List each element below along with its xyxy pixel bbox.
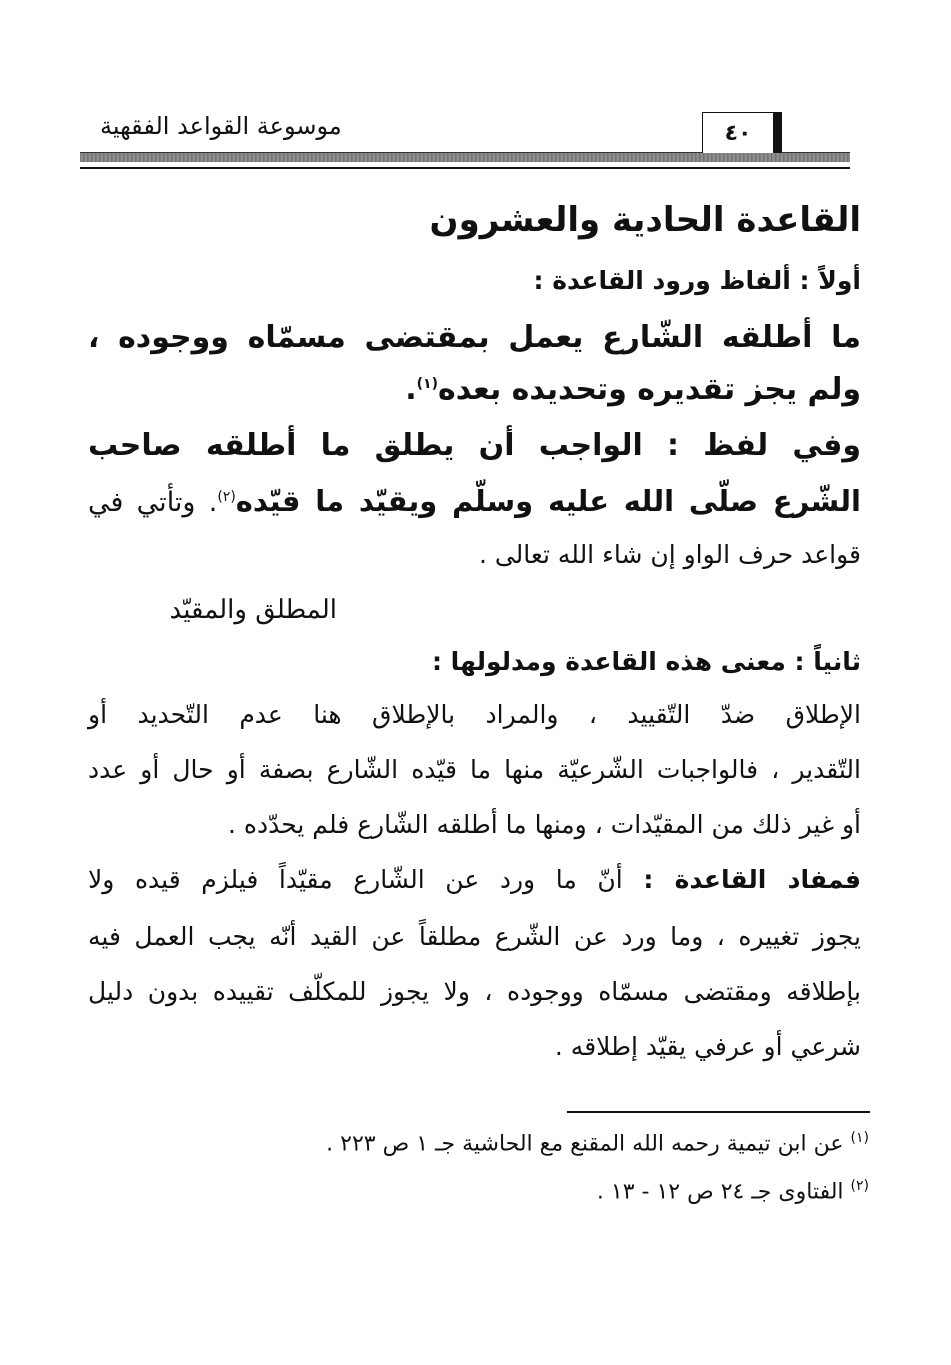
- paragraph-2-line-2: يجوز تغييره ، وما ورد عن الشّرع مطلقاً عن القيد أنّه يجب العمل فيه: [88, 922, 861, 951]
- paragraph-2-line-4: شرعي أو عرفي يقيّد إطلاقه .: [554, 1032, 861, 1061]
- alt-wording-line-1: وفي لفظ : الواجب أن يطلق ما أطلقه صاحب: [88, 428, 861, 463]
- rule-line-2: [405, 372, 861, 407]
- footnote-rule: [567, 1111, 870, 1113]
- rule-line-2-text: ولم يجز تقديره وتحديده بعده: [438, 372, 861, 407]
- footnote-ref-2: (٢): [217, 489, 236, 505]
- page-number: ٤٠: [702, 112, 782, 153]
- running-header-title: موسوعة القواعد الفقهية: [100, 112, 342, 140]
- alt-wording-line-3: قواعد حرف الواو إن شاء الله تعالى .: [478, 540, 861, 569]
- first-subheading: أولاً : ألفاظ ورود القاعدة :: [533, 266, 861, 295]
- paragraph-2-line-3: بإطلاقه ومقتضى مسمّاه ووجوده ، ولا يجوز للمكلّف تقييده بدون دليل: [88, 977, 861, 1006]
- side-title: المطلق والمقيّد: [169, 595, 337, 625]
- paragraph-2-line-1: [88, 865, 861, 894]
- paragraph-2-line-1-text: أنّ ما ورد عن الشّارع مقيّداً فيلزم قيده ولا: [88, 865, 623, 894]
- alt-wording-line-2: [88, 484, 861, 518]
- footnote-2-marker: (٢): [850, 1178, 869, 1194]
- footnote-1-marker: (١): [850, 1130, 869, 1146]
- footnote-2: [597, 1178, 869, 1204]
- rule-line-2-end: .: [405, 372, 417, 407]
- footnote-2-text: الفتاوى جـ ٢٤ ص ١٢ - ١٣ .: [596, 1179, 844, 1205]
- paragraph-1-line-2: التّقدير ، فالواجبات الشّرعيّة منها ما قيّده الشّارع بصفة أو حال أو عدد: [88, 755, 861, 784]
- section-heading: القاعدة الحادية والعشرون: [429, 200, 861, 240]
- alt-wording-bold: الشّرع صلّى الله عليه وسلّم ويقيّد ما قيّده: [235, 484, 861, 518]
- paragraph-2-label: فمفاد القاعدة :: [643, 865, 862, 894]
- header-decorative-band: [80, 152, 850, 162]
- footnote-1: [326, 1130, 869, 1156]
- paragraph-1-line-3: أو غير ذلك من المقيّدات ، ومنها ما أطلقه الشّارع فلم يحدّده .: [228, 810, 861, 839]
- footnote-ref-1: (١): [416, 376, 438, 392]
- second-subheading: ثانياً : معنى هذه القاعدة ومدلولها :: [431, 647, 861, 676]
- header-rule: [80, 167, 850, 169]
- alt-wording-rest: . وتأتي في: [88, 487, 218, 518]
- paragraph-1-line-1: الإطلاق ضدّ التّقييد ، والمراد بالإطلاق هنا عدم التّحديد أو: [88, 700, 861, 729]
- footnote-1-text: عن ابن تيمية رحمه الله المقنع مع الحاشية جـ ١ ص ٢٢٣ .: [326, 1131, 844, 1157]
- rule-line-1: ما أطلقه الشّارع يعمل بمقتضى مسمّاه ووجوده ،: [88, 320, 861, 355]
